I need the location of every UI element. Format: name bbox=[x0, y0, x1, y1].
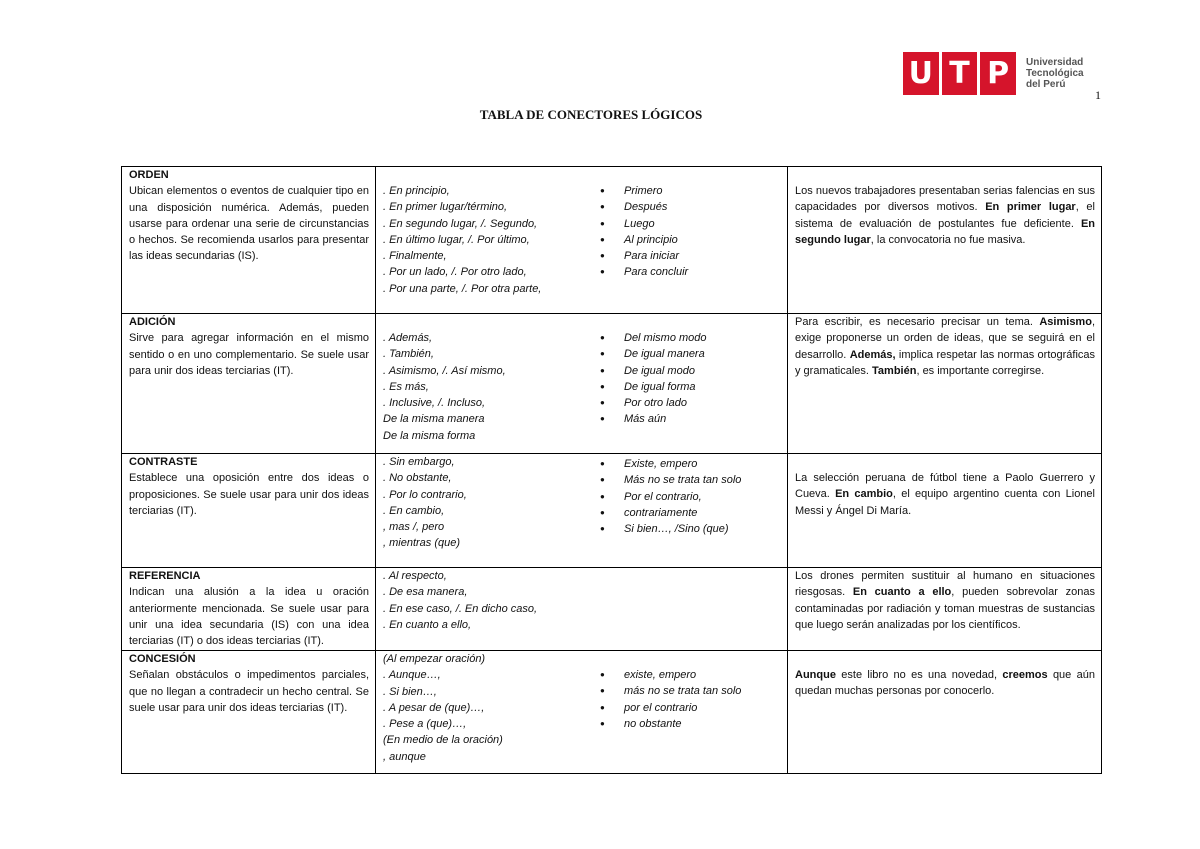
category-description: Sirve para agregar información en el mismo sentido o en uno complementario. Se suele usar para unir dos ideas terciarias (IT). bbox=[129, 332, 369, 377]
connector-bullet-item: ● Luego bbox=[598, 216, 688, 232]
page-number: 1 bbox=[1095, 88, 1101, 102]
connector-item: . En primer lugar/término, bbox=[383, 201, 508, 214]
connector-item: . En cambio, bbox=[383, 504, 445, 517]
connector-item: . Por lo contrario, bbox=[383, 488, 467, 501]
connectors-cell bbox=[376, 454, 788, 568]
example-connector-highlight: creemos bbox=[1002, 669, 1048, 681]
example-cell bbox=[788, 568, 1102, 651]
connector-bullet-item: ● De igual forma bbox=[598, 379, 707, 395]
example-cell bbox=[788, 314, 1102, 454]
connector-item: . En ese caso, /. En dicho caso, bbox=[383, 602, 538, 615]
example-connector-highlight: En cuanto a ello bbox=[852, 586, 952, 599]
example-text-part: , el sistema de evaluación de postulantes fue deficiente. bbox=[795, 201, 1095, 230]
connector-item: , mientras (que) bbox=[383, 537, 461, 550]
connector-list-primary bbox=[383, 183, 598, 297]
connector-list-primary bbox=[383, 330, 598, 444]
connectors-cell bbox=[376, 651, 788, 774]
logo-letter-u: U bbox=[908, 56, 934, 91]
connector-item: . En segundo lugar, /. Segundo, bbox=[383, 217, 538, 230]
example-text-part: , el equipo argentino cuenta con Lionel Messi y Ángel Di María. bbox=[795, 488, 1095, 517]
connector-item: . Sin embargo, bbox=[383, 456, 455, 468]
connector-item: . Finalmente, bbox=[383, 250, 447, 263]
example-text-part: , es importante corregirse. bbox=[916, 364, 1045, 377]
utp-logo-text: Universidad Tecnológica del Perú bbox=[1026, 57, 1084, 90]
example-text-part: , la convocatoria no fue masiva. bbox=[870, 233, 1026, 246]
connector-item: . Aunque…, bbox=[383, 669, 441, 682]
category-cell bbox=[122, 314, 376, 454]
example-text-part: este libro no es una novedad, bbox=[835, 669, 1003, 681]
category-name: CONCESIÓN bbox=[129, 653, 196, 665]
category-cell bbox=[122, 568, 376, 651]
example-text-part: La selección peruana de fútbol tiene a Paolo Guerrero y Cueva. bbox=[795, 472, 1095, 501]
connector-item: (Al empezar oración) bbox=[383, 653, 486, 665]
connector-bullet-item: ● no obstante bbox=[598, 716, 741, 732]
connector-item: . En cuanto a ello, bbox=[383, 618, 472, 631]
category-description: Establece una oposición entre dos ideas o proposiciones. Se suele usar para unir dos ideas terciarias (IT). bbox=[129, 472, 369, 517]
connector-list-bulleted bbox=[598, 456, 741, 552]
connector-bullet-item: ● Más no se trata tan solo bbox=[598, 472, 741, 488]
connector-item: . Por un lado, /. Por otro lado, bbox=[383, 266, 527, 279]
connectors-cell bbox=[376, 167, 788, 314]
connector-item: . Es más, bbox=[383, 380, 429, 393]
connector-list-primary bbox=[383, 454, 598, 552]
example-text bbox=[795, 183, 1095, 248]
connector-item: . En principio, bbox=[383, 185, 450, 197]
connector-bullet-item: ● Si bien…, /Sino (que) bbox=[598, 521, 741, 537]
example-text bbox=[795, 470, 1095, 519]
connector-item: . No obstante, bbox=[383, 472, 452, 485]
example-cell bbox=[788, 454, 1102, 568]
example-text-part: Los nuevos trabajadores presentaban serias falencias en sus capacidades por diversos motivos. bbox=[795, 185, 1095, 214]
table-row bbox=[122, 167, 1102, 314]
example-text bbox=[795, 314, 1095, 379]
example-text-part: , exige proponerse un orden de ideas, que se seguirá en el desarrollo. bbox=[795, 316, 1095, 361]
connector-bullet-item: ● más no se trata tan solo bbox=[598, 683, 741, 699]
connector-item: . Asimismo, /. Así mismo, bbox=[383, 364, 506, 377]
category-description: Indican una alusión a la idea u oración anteriormente mencionada. Se suele usar para unir una idea secundaria (IS) con una idea terciarias (IT) o dos ideas terciarias (IT). bbox=[129, 586, 369, 648]
example-text bbox=[795, 667, 1095, 700]
category-description: Ubican elementos o eventos de cualquier tipo en una disposición numérica. Además, pueden usarse para ordenar una serie de circunstancias o hechos. Se recomienda usarlos para presentar las ideas secundarias (IS). bbox=[129, 185, 369, 263]
connector-bullet-item: ● De igual manera bbox=[598, 346, 707, 362]
table-row bbox=[122, 568, 1102, 651]
connector-item: . Pese a (que)…, bbox=[383, 718, 467, 731]
example-text-part: Los drones permiten sustituir al humano en situaciones riesgosas. bbox=[795, 570, 1095, 599]
category-cell bbox=[122, 651, 376, 774]
connector-list-primary bbox=[383, 568, 598, 633]
category-name: CONTRASTE bbox=[129, 456, 198, 468]
utp-logo bbox=[903, 52, 1084, 95]
connector-list-bulleted bbox=[598, 183, 688, 297]
connector-item: . Si bien…, bbox=[383, 685, 437, 698]
example-text-part: , pueden sobrevolar zonas contaminadas por radiación y toman muestras de sustancias que luego serán analizadas por los científicos. bbox=[795, 586, 1095, 631]
example-text-part: Para escribir, es necesario precisar un tema. bbox=[795, 316, 1040, 328]
connector-bullet-item: ● contrariamente bbox=[598, 505, 741, 521]
example-text bbox=[795, 568, 1095, 633]
connector-item: . Al respecto, bbox=[383, 570, 447, 582]
document-title: TABLA DE CONECTORES LÓGICOS bbox=[479, 107, 703, 122]
connector-bullet-item: ● Por el contrario, bbox=[598, 489, 741, 505]
connector-bullet-item: ● Al principio bbox=[598, 232, 688, 248]
connector-item: De la misma manera bbox=[383, 413, 485, 426]
connector-item: . Además, bbox=[383, 332, 433, 344]
example-connector-highlight: En cambio bbox=[835, 488, 893, 501]
example-cell bbox=[788, 651, 1102, 774]
connector-item: . En último lugar, /. Por último, bbox=[383, 233, 530, 246]
connectors-cell bbox=[376, 568, 788, 651]
table-row bbox=[122, 454, 1102, 568]
connector-bullet-item: ● De igual modo bbox=[598, 363, 707, 379]
connector-bullet-item: ● Por otro lado bbox=[598, 395, 707, 411]
category-name: REFERENCIA bbox=[129, 570, 201, 582]
connector-item: De la misma forma bbox=[383, 429, 476, 442]
connectors-cell bbox=[376, 314, 788, 454]
connector-list-bulleted bbox=[598, 667, 741, 765]
connector-bullet-item: ● Para iniciar bbox=[598, 248, 688, 264]
table-row bbox=[122, 314, 1102, 454]
connector-list-bulleted bbox=[598, 330, 707, 444]
connector-bullet-item: ● Existe, empero bbox=[598, 456, 741, 472]
connector-bullet-item: ● Para concluir bbox=[598, 264, 688, 280]
example-connector-highlight: Asimismo bbox=[1039, 316, 1092, 328]
connectors-table bbox=[121, 166, 1102, 774]
example-connector-highlight: En primer lugar bbox=[985, 201, 1076, 214]
connector-item: , aunque bbox=[383, 750, 426, 763]
example-connector-highlight: Aunque bbox=[795, 669, 836, 681]
connector-bullet-item: ● existe, empero bbox=[598, 667, 741, 683]
category-cell bbox=[122, 167, 376, 314]
logo-letter-t: T bbox=[949, 56, 970, 91]
connector-item: . A pesar de (que)…, bbox=[383, 701, 485, 714]
category-name: ORDEN bbox=[129, 169, 169, 181]
connector-bullet-item: ● por el contrario bbox=[598, 700, 741, 716]
logo-letter-p: P bbox=[987, 56, 1010, 91]
category-description: Señalan obstáculos o impedimentos parciales, que no llegan a contradecir un hecho central. Se suele usar para unir dos ideas terciarias (IT). bbox=[129, 669, 369, 714]
connector-bullet-item: ● Primero bbox=[598, 183, 688, 199]
connector-item: . De esa manera, bbox=[383, 586, 468, 599]
example-text-part: implica respetar las normas ortográficas y gramaticales. bbox=[795, 348, 1096, 377]
connector-item: . Por una parte, /. Por otra parte, bbox=[383, 282, 542, 295]
utp-logo-mark bbox=[903, 52, 1016, 95]
category-cell bbox=[122, 454, 376, 568]
connector-bullet-item: ● Del mismo modo bbox=[598, 330, 707, 346]
connector-item: , mas /, pero bbox=[383, 521, 445, 534]
connector-bullet-item: ● Más aún bbox=[598, 411, 707, 427]
example-cell bbox=[788, 167, 1102, 314]
connector-list-primary bbox=[383, 651, 598, 765]
connector-item: . Inclusive, /. Incluso, bbox=[383, 397, 486, 410]
connector-item: . También, bbox=[383, 348, 434, 361]
category-name: ADICIÓN bbox=[129, 316, 176, 328]
connector-item: (En medio de la oración) bbox=[383, 734, 503, 747]
example-connector-highlight: También bbox=[872, 364, 917, 377]
example-text-part: que aún quedan muchas personas por conocerlo. bbox=[795, 669, 1095, 698]
connector-bullet-item: ● Después bbox=[598, 199, 688, 215]
table-row bbox=[122, 651, 1102, 774]
example-connector-highlight: Además, bbox=[849, 348, 896, 361]
example-connector-highlight: En segundo lugar bbox=[795, 217, 1095, 246]
